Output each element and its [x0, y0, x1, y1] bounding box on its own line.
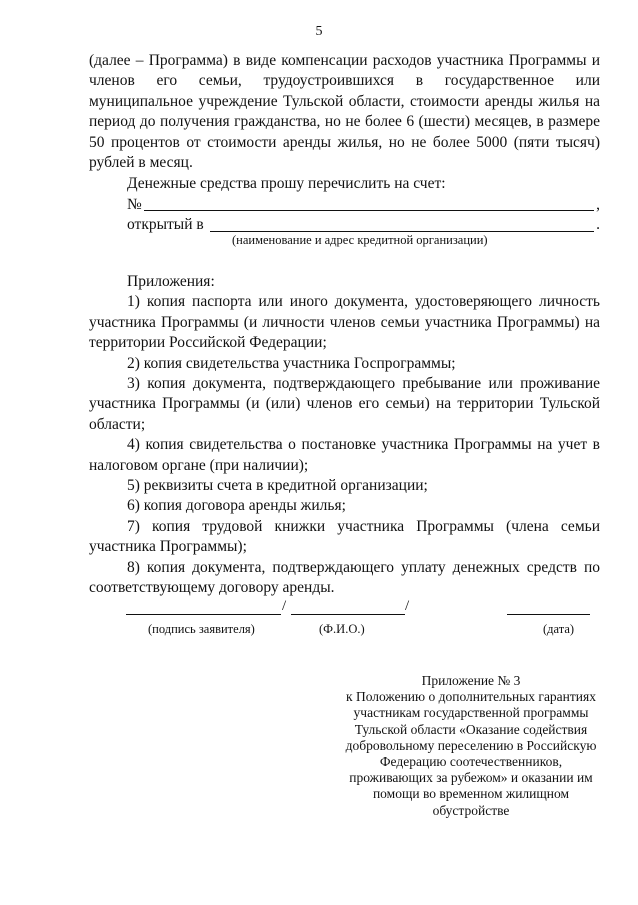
name-label: (Ф.И.О.) — [319, 622, 365, 636]
annex-line: Тульской области «Оказание содействия — [354, 721, 588, 737]
annex-line: обустройстве — [432, 802, 510, 818]
page-number: 5 — [315, 24, 323, 39]
annex-line: к Положению о дополнительных гарантиях — [346, 689, 596, 705]
date-blank — [507, 614, 590, 616]
annex-header — [336, 673, 606, 819]
name-separator: / — [405, 598, 410, 614]
account-request-text: Денежные средства прошу перечислить на счет: — [127, 175, 446, 193]
appendix-item: 3) копия документа, подтверждающего пребывание или проживание участника Программы (и (или) членов его семьи) на территории Тульской области; — [89, 375, 600, 433]
annex-line: добровольному переселению в Российскую — [345, 737, 597, 753]
signature-separator: / — [282, 598, 287, 614]
appendix-item: 5) реквизиты счета в кредитной организации; — [127, 477, 428, 495]
account-section — [89, 174, 600, 236]
account-number-line — [89, 195, 600, 216]
intro-paragraph: (далее – Программа) в виде компенсации расходов участника Программы и членов его семьи, трудоустроившихся в государственное или муниципальное учреждение Тульской области, стоимости аренды жилья на период до получения гражданства, но не более 6 (шести) месяцев, в размере 50 процентов от стоимости аренды жилья, но не более 5000 (пяти тысяч) рублей в месяц. — [89, 52, 600, 172]
appendix-item: 8) копия документа, подтверждающего уплату денежных средств по соответствующему договору аренды. — [89, 558, 600, 597]
annex-line: Федерацию соотечественников, — [379, 754, 563, 770]
bank-label: открытый в — [127, 216, 208, 234]
signature-label: (подпись заявителя) — [148, 622, 255, 636]
appendices-heading: Приложения: — [127, 273, 215, 290]
annex-line: помощи во временном жилищном — [372, 786, 570, 802]
appendix-item: 4) копия свидетельства о постановке участника Программы на учет в налоговом органе (при наличии); — [89, 436, 600, 474]
appendix-item: 7) копия трудовой книжки участника Программы (члена семьи участника Программы); — [89, 517, 600, 556]
annex-line: проживающих за рубежом» и оказании им — [349, 770, 593, 786]
appendix-item: 6) копия договора аренды жилья; — [127, 497, 346, 515]
account-number-blank — [144, 209, 594, 211]
bank-blank — [210, 230, 595, 232]
appendix-item: 1) копия паспорта или иного документа, удостоверяющего личность участника Программы (и личности членов семьи участника Программы) на территории Российской Федерации; — [89, 293, 600, 352]
signature-blank — [126, 614, 281, 616]
bank-caption: (наименование и адрес кредитной организации) — [232, 233, 488, 247]
annex-line: Приложение № 3 — [421, 673, 521, 688]
account-number-end: , — [596, 195, 600, 213]
intro-block — [89, 51, 600, 173]
name-blank — [291, 614, 405, 616]
appendices-section — [89, 272, 600, 599]
account-number-label: № — [127, 195, 142, 213]
appendix-item: 2) копия свидетельства участника Госпрограммы; — [127, 354, 456, 372]
date-label: (дата) — [543, 622, 575, 636]
annex-line: участникам государственной программы — [353, 705, 589, 721]
bank-line-end: . — [596, 216, 600, 234]
account-request-line — [89, 174, 600, 195]
